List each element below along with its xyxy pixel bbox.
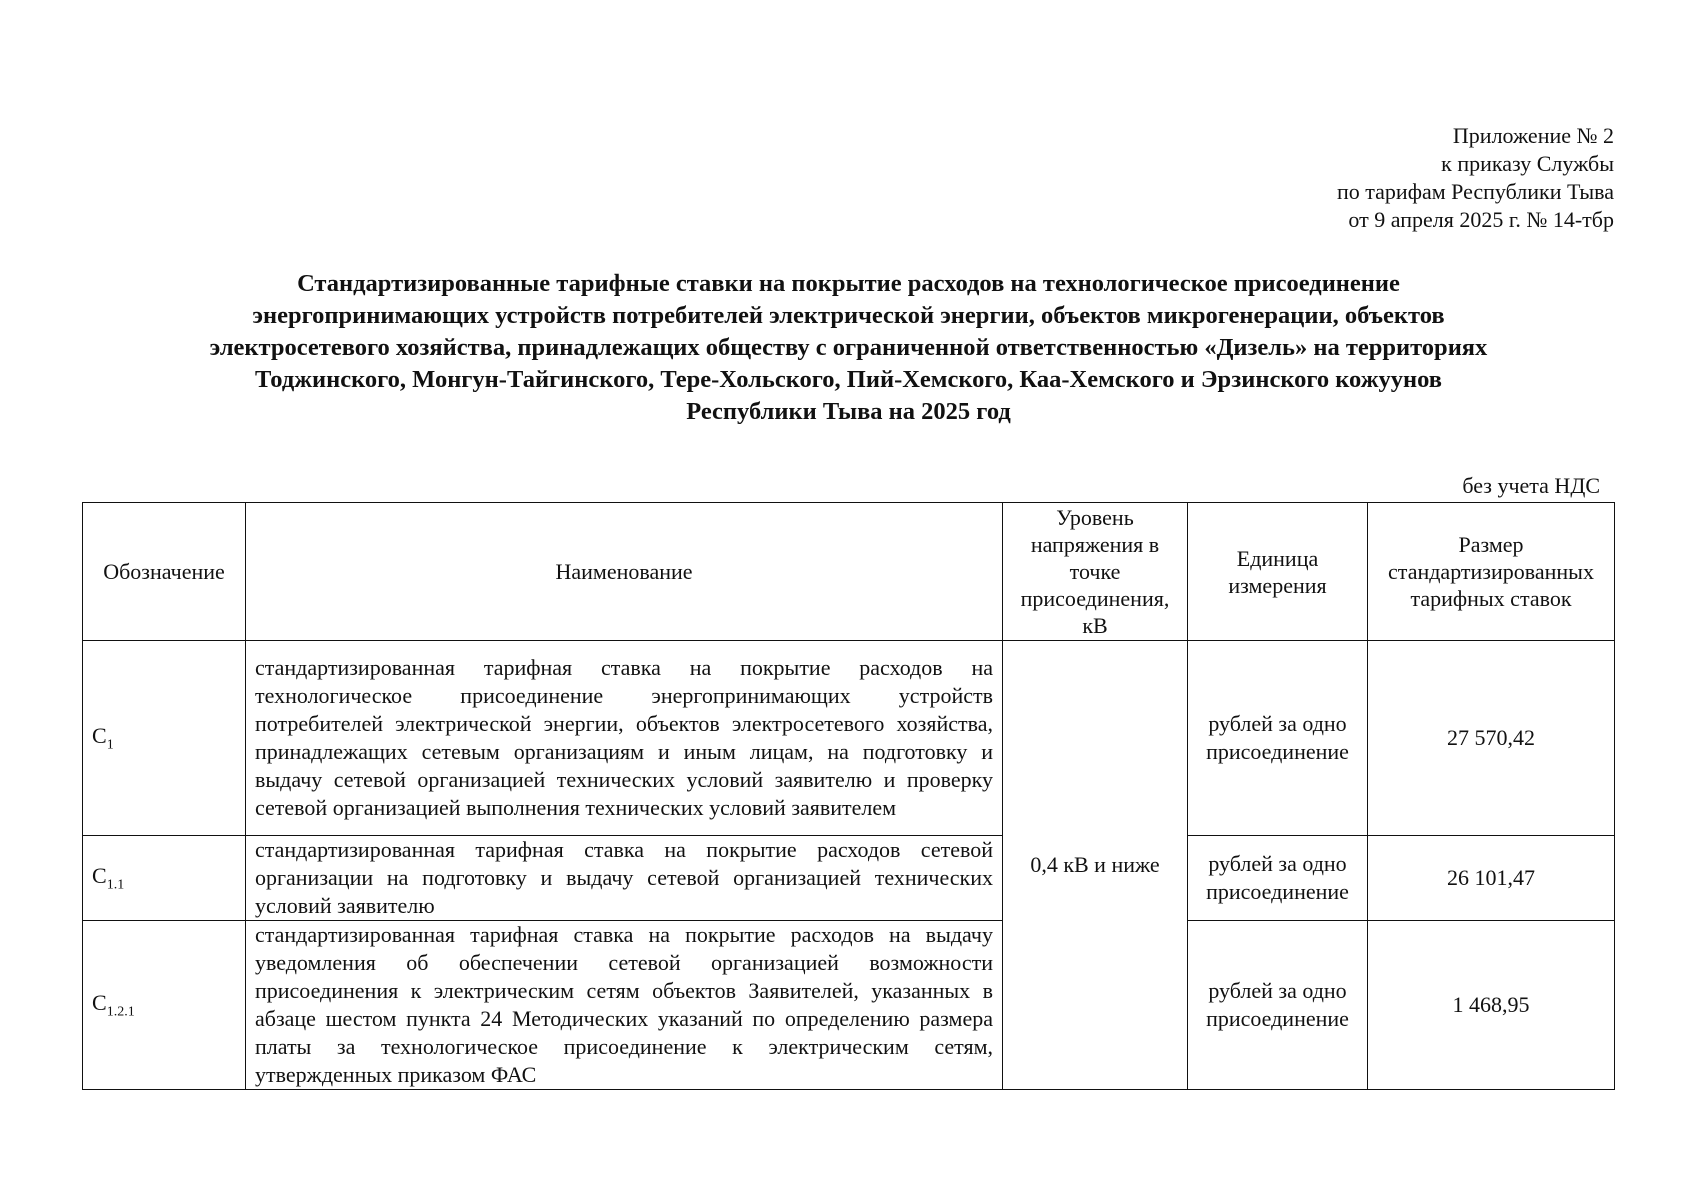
table-row [83, 836, 1615, 921]
row-code [83, 921, 246, 1090]
code-subscript: 1.2.1 [106, 1004, 135, 1020]
vat-note: без учета НДС [1462, 473, 1600, 498]
row-name: стандартизированная тарифная ставка на покрытие расходов на технологическое присоединение энергопринимающих устройств потребителей электрической энергии, объектов электросетевого хозяйства, принадлежащих сетевым организациям и иным лицам, на подготовку и выдачу сетевой организацией технических условий заявителю и проверку сетевой организацией выполнения технических условий заявителем [246, 641, 1003, 836]
title-line: энергопринимающих устройств потребителей электрической энергии, объектов микрогенерации, объектов [252, 302, 1445, 329]
header-rate: Размер стандартизированных тарифных ставок [1368, 503, 1615, 641]
row-rate: 27 570,42 [1368, 641, 1615, 836]
table-row [83, 921, 1615, 1090]
row-name: стандартизированная тарифная ставка на покрытие расходов на выдачу уведомления об обеспечении сетевой организацией возможности присоединения к электрическим сетям объектов Заявителей, указанных в абзаце шестом пункта 24 Методических указаний по определению размера платы за технологическое присоединение к электрическим сетям, утвержденных приказом ФАС [246, 921, 1003, 1090]
tariff-table [82, 502, 1615, 1090]
row-rate: 26 101,47 [1368, 836, 1615, 921]
table-row [83, 641, 1615, 836]
row-unit: рублей за одно присоединение [1188, 836, 1368, 921]
appendix-line: по тарифам Республики Тыва [1337, 179, 1614, 204]
code-letter: C [92, 989, 107, 1015]
voltage-cell: 0,4 кВ и ниже [1003, 641, 1188, 1090]
code-letter: C [92, 862, 107, 888]
table-header-row [83, 503, 1615, 641]
row-rate: 1 468,95 [1368, 921, 1615, 1090]
title-line: Тоджинского, Монгун-Тайгинского, Тере-Хольского, Пий-Хемского, Каа-Хемского и Эрзинского кожуунов [255, 366, 1442, 393]
header-voltage: Уровень напряжения в точке присоединения, кВ [1003, 503, 1188, 641]
header-code: Обозначение [83, 503, 246, 641]
appendix-line: Приложение № 2 [1452, 123, 1614, 148]
title-line: Стандартизированные тарифные ставки на покрытие расходов на технологическое присоединение [297, 270, 1400, 297]
header-name: Наименование [246, 503, 1003, 641]
code-letter: C [92, 722, 107, 748]
row-name: стандартизированная тарифная ставка на покрытие расходов сетевой организации на подготовку и выдачу сетевой организацией технических условий заявителю [246, 836, 1003, 921]
row-code [83, 641, 246, 836]
header-unit: Единица измерения [1188, 503, 1368, 641]
document-title [40, 268, 1657, 428]
appendix-line: к приказу Службы [1441, 151, 1614, 176]
row-unit: рублей за одно присоединение [1188, 641, 1368, 836]
title-line: электросетевого хозяйства, принадлежащих обществу с ограниченной ответственностью «Дизель» на территориях [209, 334, 1488, 361]
appendix-line: от 9 апреля 2025 г. № 14-тбр [1348, 207, 1614, 232]
code-subscript: 1.1 [106, 877, 125, 893]
appendix-block [1337, 122, 1614, 234]
code-subscript: 1 [106, 737, 114, 753]
row-unit: рублей за одно присоединение [1188, 921, 1368, 1090]
row-code [83, 836, 246, 921]
title-line: Республики Тыва на 2025 год [686, 398, 1011, 425]
